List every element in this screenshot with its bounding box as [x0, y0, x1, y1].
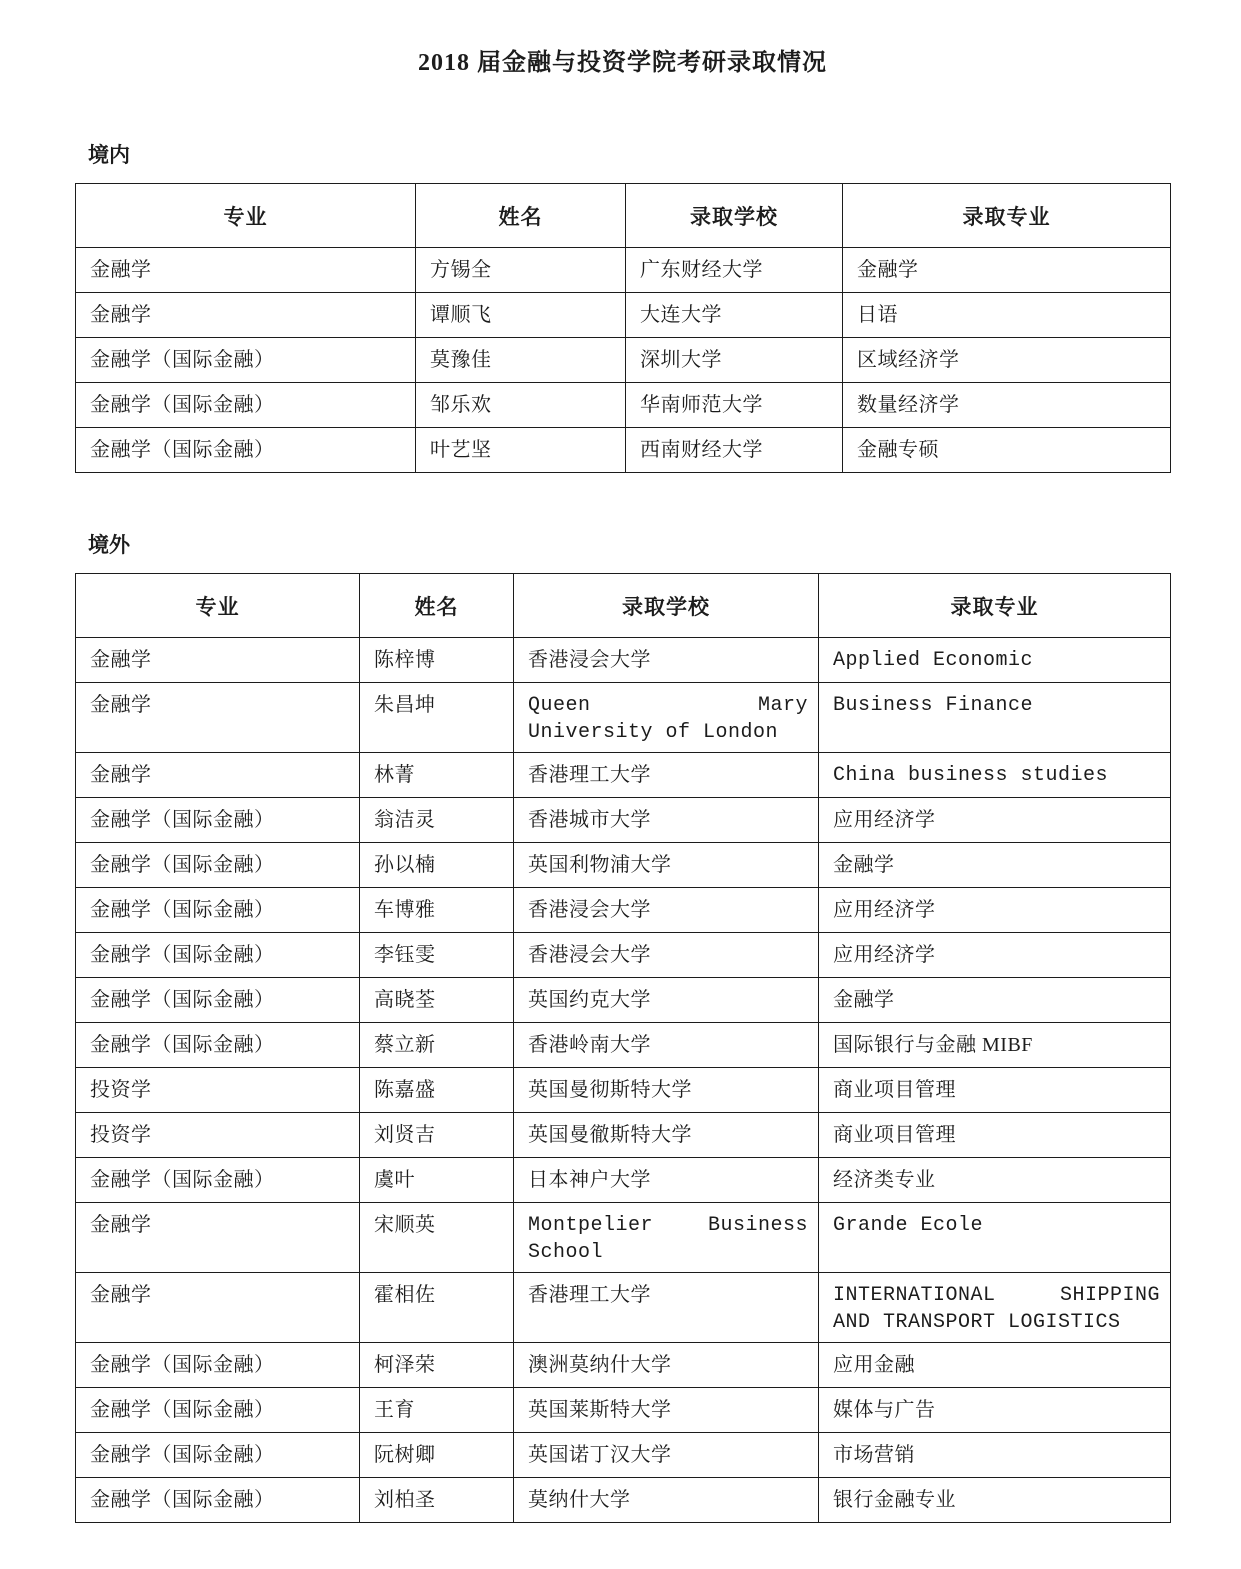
domestic-table-header: [76, 184, 1171, 248]
table-cell: 蔡立新: [360, 1023, 514, 1068]
table-cell: 金融学（国际金融）: [76, 1158, 360, 1203]
table-cell: 孙以楠: [360, 843, 514, 888]
overseas-table-body: [76, 638, 1171, 1523]
table-cell: 金融学: [76, 683, 360, 753]
table-row: [76, 1273, 1171, 1343]
table-cell: 李钰雯: [360, 933, 514, 978]
table-cell: 莫豫佳: [416, 338, 626, 383]
table-cell: 媒体与广告: [819, 1388, 1171, 1433]
table-cell: 陈梓博: [360, 638, 514, 683]
table-cell: 金融学（国际金融）: [76, 1388, 360, 1433]
table-cell: 王育: [360, 1388, 514, 1433]
table-cell: 阮树卿: [360, 1433, 514, 1478]
table-cell: 霍相佐: [360, 1273, 514, 1343]
table-cell: 商业项目管理: [819, 1068, 1171, 1113]
table-cell: 金融专硕: [843, 428, 1171, 473]
table-row: [76, 293, 1171, 338]
table-header-row: [76, 184, 1171, 248]
table-cell: 金融学（国际金融）: [76, 428, 416, 473]
table-cell: 日语: [843, 293, 1171, 338]
table-cell: 金融学（国际金融）: [76, 338, 416, 383]
table-cell: 投资学: [76, 1068, 360, 1113]
table-cell: 金融学（国际金融）: [76, 888, 360, 933]
column-header: 专业: [76, 574, 360, 638]
table-row: [76, 1388, 1171, 1433]
table-cell: Montpelier Business School: [514, 1203, 819, 1273]
table-row: [76, 933, 1171, 978]
table-cell: 刘柏圣: [360, 1478, 514, 1523]
table-cell: 金融学（国际金融）: [76, 798, 360, 843]
table-cell: 金融学（国际金融）: [76, 383, 416, 428]
section-label-domestic: 境内: [88, 143, 130, 167]
table-row: [76, 1203, 1171, 1273]
column-header: 专业: [76, 184, 416, 248]
table-cell: 金融学（国际金融）: [76, 1343, 360, 1388]
overseas-admissions-table: [75, 573, 1171, 1523]
table-header-row: [76, 574, 1171, 638]
table-cell: Applied Economic: [819, 638, 1171, 683]
table-cell: 朱昌坤: [360, 683, 514, 753]
table-cell: 翁洁灵: [360, 798, 514, 843]
table-cell: 叶艺坚: [416, 428, 626, 473]
table-cell: 金融学: [76, 753, 360, 798]
table-cell: 金融学（国际金融）: [76, 978, 360, 1023]
table-cell: 金融学: [76, 638, 360, 683]
table-row: [76, 888, 1171, 933]
table-row: [76, 248, 1171, 293]
table-cell: 金融学: [76, 293, 416, 338]
table-cell: 金融学: [819, 978, 1171, 1023]
table-cell: 应用金融: [819, 1343, 1171, 1388]
table-cell: 香港浸会大学: [514, 638, 819, 683]
table-cell: 英国曼彻斯特大学: [514, 1068, 819, 1113]
table-cell: 香港理工大学: [514, 753, 819, 798]
table-cell: INTERNATIONAL SHIPPING AND TRANSPORT LOGISTICS: [819, 1273, 1171, 1343]
table-cell: 商业项目管理: [819, 1113, 1171, 1158]
table-cell: 车博雅: [360, 888, 514, 933]
table-row: [76, 428, 1171, 473]
table-cell: China business studies: [819, 753, 1171, 798]
domestic-table-body: [76, 248, 1171, 473]
table-cell: 方锡全: [416, 248, 626, 293]
overseas-table-header: [76, 574, 1171, 638]
table-cell: 西南财经大学: [626, 428, 843, 473]
table-cell: 宋顺英: [360, 1203, 514, 1273]
table-cell: 经济类专业: [819, 1158, 1171, 1203]
table-row: [76, 683, 1171, 753]
table-cell: 深圳大学: [626, 338, 843, 383]
column-header: 录取学校: [626, 184, 843, 248]
table-cell: 林菁: [360, 753, 514, 798]
table-row: [76, 1113, 1171, 1158]
table-row: [76, 338, 1171, 383]
table-cell: 区域经济学: [843, 338, 1171, 383]
table-cell: 金融学（国际金融）: [76, 1478, 360, 1523]
table-cell: 高晓荃: [360, 978, 514, 1023]
table-cell: 英国曼徹斯特大学: [514, 1113, 819, 1158]
table-cell: 国际银行与金融 MIBF: [819, 1023, 1171, 1068]
table-cell: 英国约克大学: [514, 978, 819, 1023]
table-cell: 应用经济学: [819, 933, 1171, 978]
table-row: [76, 1343, 1171, 1388]
table-cell: 香港理工大学: [514, 1273, 819, 1343]
column-header: 录取学校: [514, 574, 819, 638]
table-row: [76, 1023, 1171, 1068]
table-cell: 金融学（国际金融）: [76, 933, 360, 978]
table-cell: 数量经济学: [843, 383, 1171, 428]
table-row: [76, 1158, 1171, 1203]
table-cell: 香港岭南大学: [514, 1023, 819, 1068]
table-cell: 陈嘉盛: [360, 1068, 514, 1113]
column-header: 姓名: [360, 574, 514, 638]
table-cell: 金融学: [843, 248, 1171, 293]
column-header: 姓名: [416, 184, 626, 248]
table-cell: 英国诺丁汉大学: [514, 1433, 819, 1478]
page-title: 2018 届金融与投资学院考研录取情况: [418, 50, 827, 76]
table-cell: 英国利物浦大学: [514, 843, 819, 888]
table-cell: 刘贤吉: [360, 1113, 514, 1158]
table-cell: 金融学: [76, 248, 416, 293]
table-row: [76, 1068, 1171, 1113]
table-cell: 金融学（国际金融）: [76, 1433, 360, 1478]
table-cell: 日本神户大学: [514, 1158, 819, 1203]
table-cell: 金融学（国际金融）: [76, 1023, 360, 1068]
table-cell: 英国莱斯特大学: [514, 1388, 819, 1433]
table-row: [76, 1433, 1171, 1478]
section-label-overseas: 境外: [88, 533, 130, 557]
table-cell: 金融学: [819, 843, 1171, 888]
table-cell: Grande Ecole: [819, 1203, 1171, 1273]
table-cell: 应用经济学: [819, 888, 1171, 933]
table-row: [76, 978, 1171, 1023]
table-row: [76, 638, 1171, 683]
table-cell: 应用经济学: [819, 798, 1171, 843]
table-cell: 投资学: [76, 1113, 360, 1158]
table-cell: 莫纳什大学: [514, 1478, 819, 1523]
table-cell: 虞叶: [360, 1158, 514, 1203]
table-cell: 金融学（国际金融）: [76, 843, 360, 888]
table-cell: 谭顺飞: [416, 293, 626, 338]
table-cell: 柯泽荣: [360, 1343, 514, 1388]
table-cell: 银行金融专业: [819, 1478, 1171, 1523]
table-cell: 香港浸会大学: [514, 888, 819, 933]
domestic-admissions-table: [75, 183, 1171, 473]
table-row: [76, 798, 1171, 843]
table-cell: 大连大学: [626, 293, 843, 338]
table-row: [76, 843, 1171, 888]
table-row: [76, 753, 1171, 798]
column-header: 录取专业: [843, 184, 1171, 248]
table-row: [76, 383, 1171, 428]
column-header: 录取专业: [819, 574, 1171, 638]
table-cell: 香港浸会大学: [514, 933, 819, 978]
table-cell: 华南师范大学: [626, 383, 843, 428]
table-cell: Queen Mary University of London: [514, 683, 819, 753]
table-cell: 邹乐欢: [416, 383, 626, 428]
table-cell: 澳洲莫纳什大学: [514, 1343, 819, 1388]
table-cell: 市场营销: [819, 1433, 1171, 1478]
table-cell: Business Finance: [819, 683, 1171, 753]
table-cell: 香港城市大学: [514, 798, 819, 843]
table-cell: 金融学: [76, 1203, 360, 1273]
table-cell: 广东财经大学: [626, 248, 843, 293]
table-cell: 金融学: [76, 1273, 360, 1343]
table-row: [76, 1478, 1171, 1523]
